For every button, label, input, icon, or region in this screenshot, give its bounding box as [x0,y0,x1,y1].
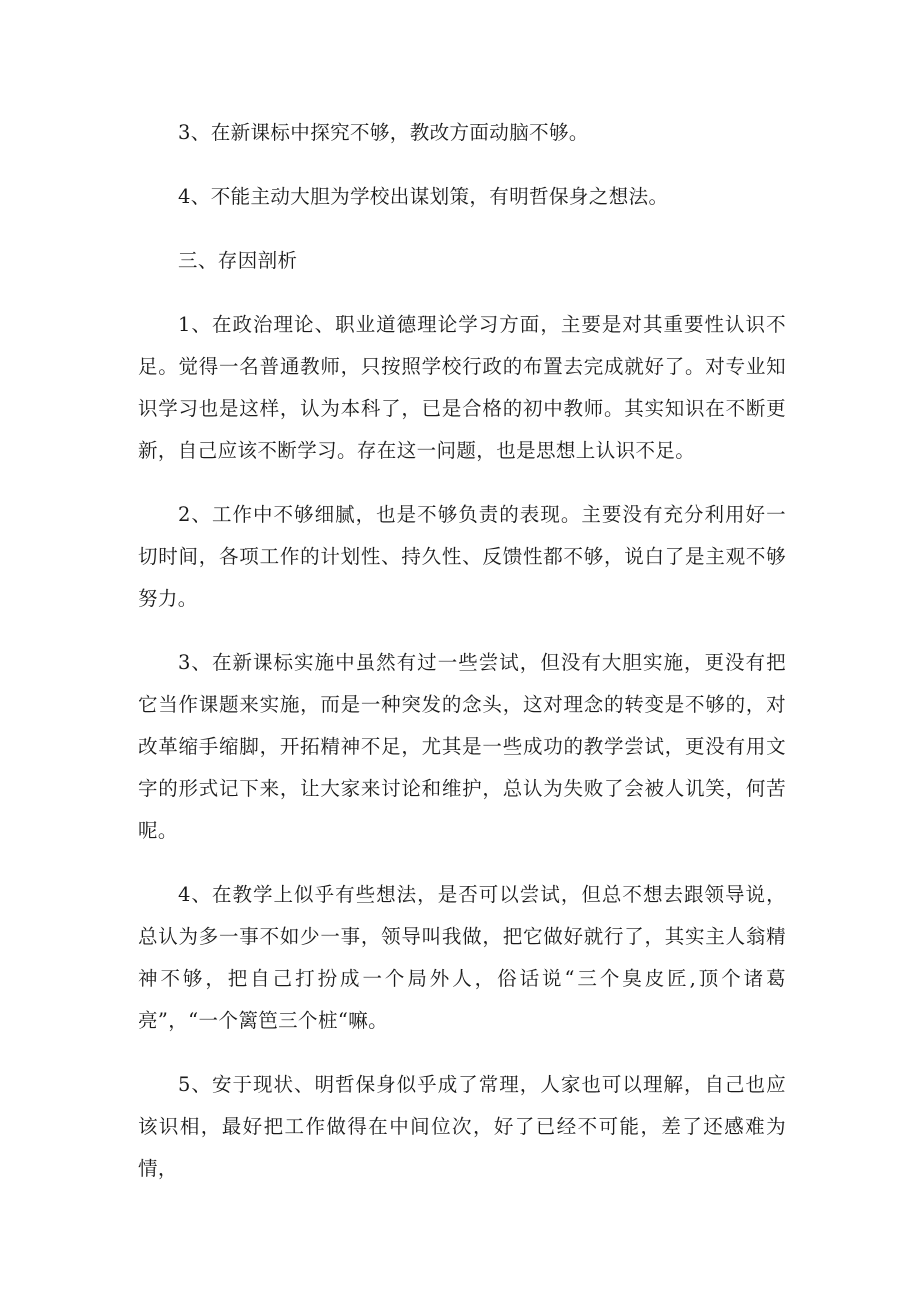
document-body [138,112,786,1212]
paragraph-cause-2: 2、工作中不够细腻，也是不够负责的表现。主要没有充分利用好一切时间，各项工作的计划性、持久性、反馈性都不够，说白了是主观不够努力。 [138,503,786,610]
paragraph-cause-1: 1、在政治理论、职业道德理论学习方面，主要是对其重要性认识不足。觉得一名普通教师，只按照学校行政的布置去完成就好了。对专业知识学习也是这样，认为本科了，已是合格的初中教师。其实知识在不断更新，自己应该不断学习。存在这一问题，也是思想上认识不足。 [138,313,786,462]
paragraph-cause-5: 5、安于现状、明哲保身似乎成了常理，人家也可以理解，自己也应该识相，最好把工作做得在中间位次，好了已经不可能，差了还感难为情， [138,1073,786,1180]
paragraph-cause-3: 3、在新课标实施中虽然有过一些尝试，但没有大胆实施，更没有把它当作课题来实施，而是一种突发的念头，这对理念的转变是不够的，对改革缩手缩脚，开拓精神不足，尤其是一些成功的教学尝试，更没有用文字的形式记下来，让大家来讨论和维护，总认为失败了会被人讥笑，何苦呢。 [138,651,786,842]
section-heading-cause-analysis: 三、存因剖析 [178,249,298,272]
paragraph-shortcoming-3: 3、在新课标中探究不够，教改方面动脑不够。 [178,121,589,144]
paragraph-shortcoming-4: 4、不能主动大胆为学校出谋划策，有明哲保身之想法。 [178,185,669,208]
paragraph-cause-4: 4、在教学上似乎有些想法，是否可以尝试，但总不想去跟领导说，总认为多一事不如少一事，领导叫我做，把它做好就行了，其实主人翁精神不够，把自己打扮成一个局外人，俗话说“三个臭皮匠,顶个诸葛亮”，“一个篱笆三个桩“嘛。 [138,883,786,1032]
